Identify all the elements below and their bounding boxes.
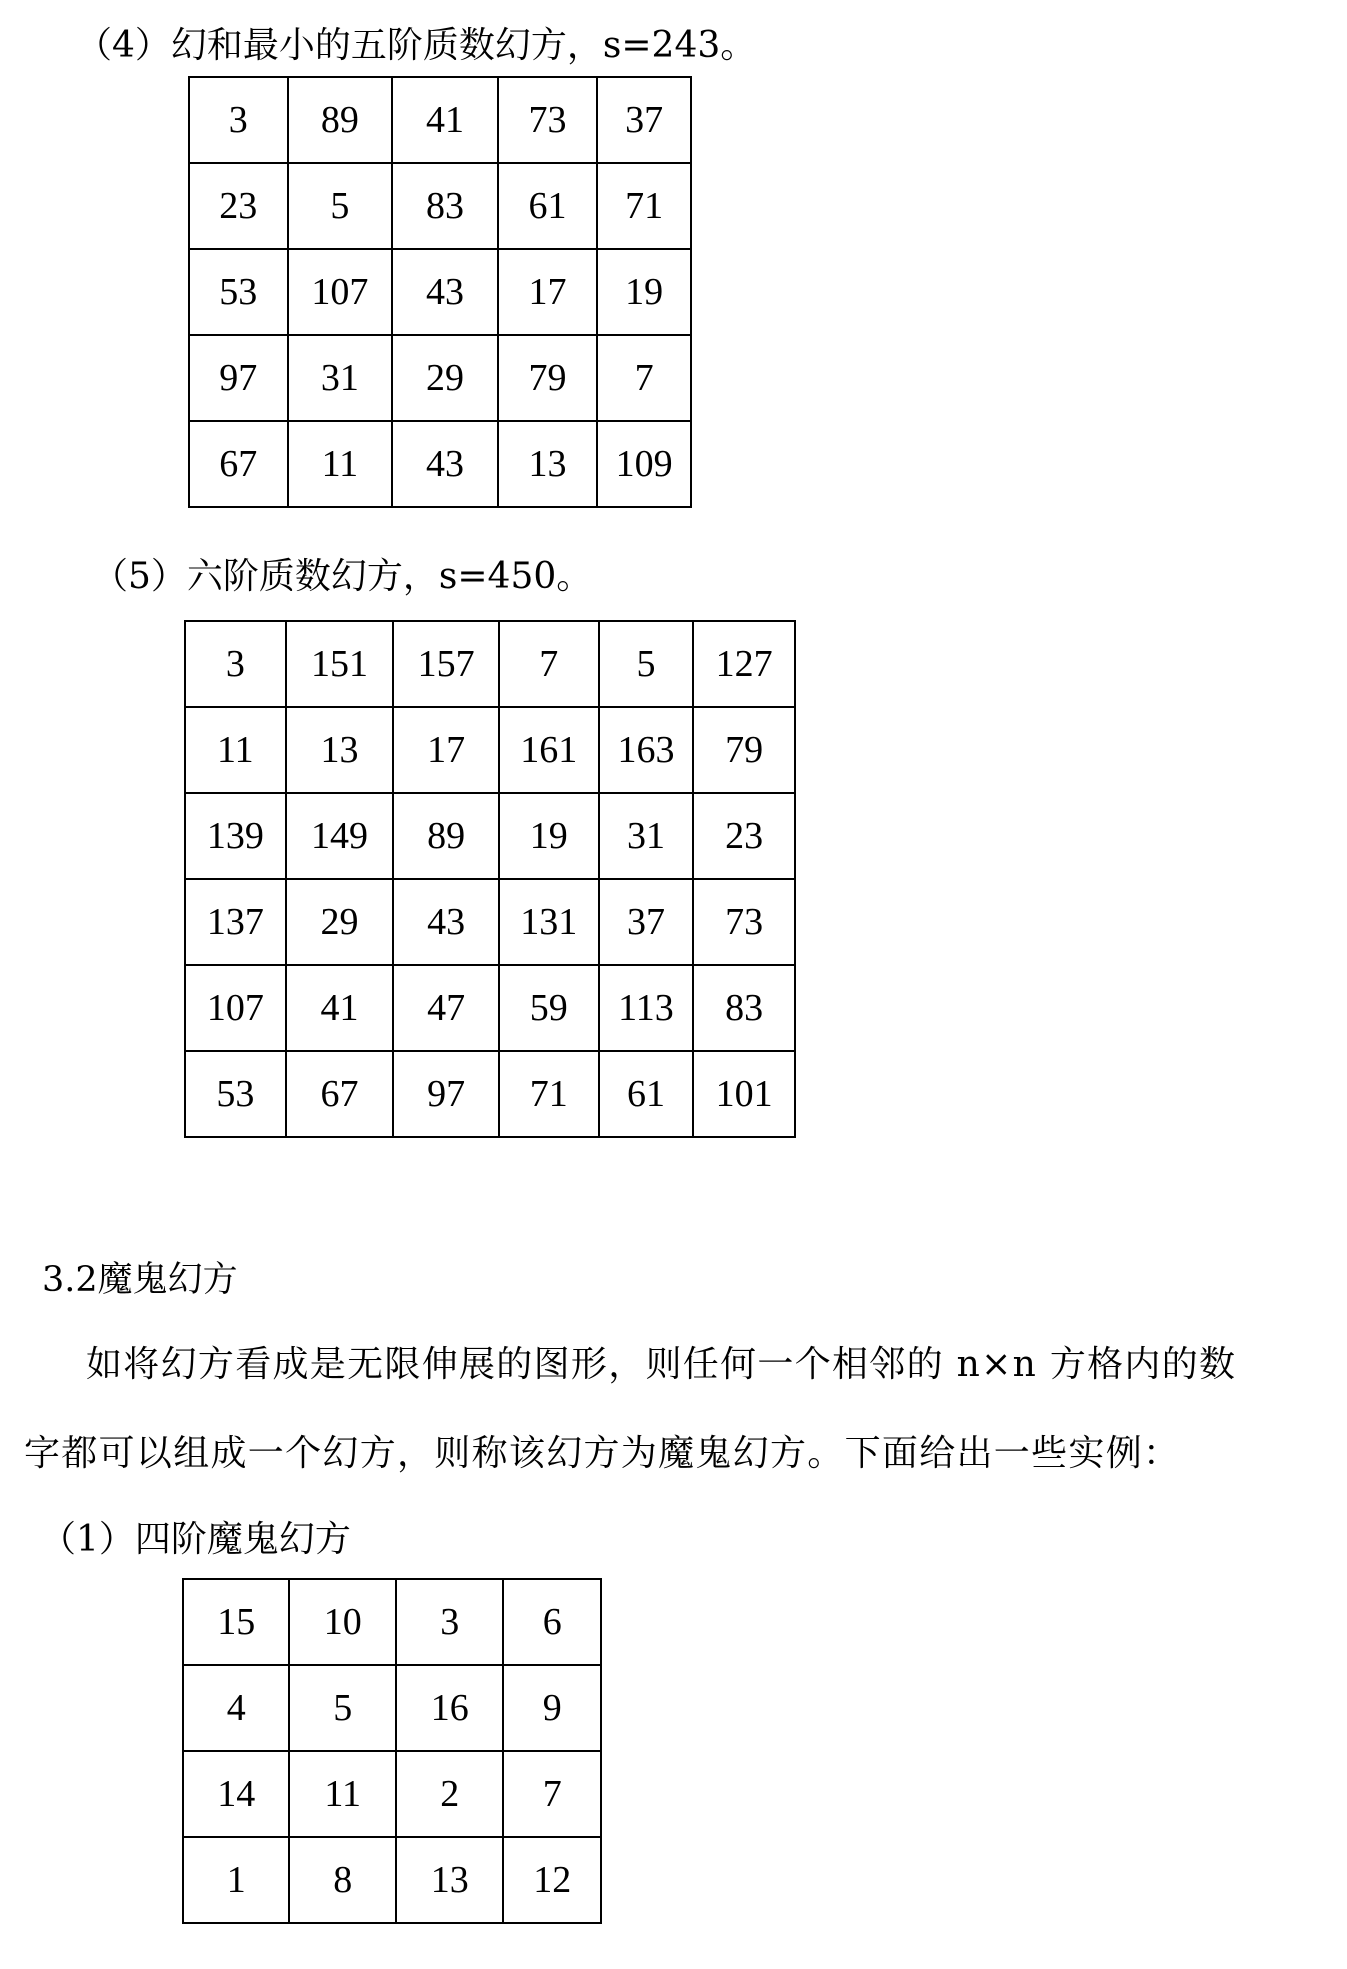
table-cell: 43 bbox=[392, 249, 498, 335]
table-cell: 8 bbox=[289, 1837, 395, 1923]
table-cell: 11 bbox=[289, 1751, 395, 1837]
table-cell: 43 bbox=[392, 421, 498, 507]
table-row bbox=[189, 163, 691, 249]
table-cell: 1 bbox=[183, 1837, 289, 1923]
paragraph-line-2: 字都可以组成一个幻方，则称该幻方为魔鬼幻方。下面给出一些实例： bbox=[24, 1433, 1181, 1474]
table-cell: 47 bbox=[393, 965, 499, 1051]
table-cell: 41 bbox=[392, 77, 498, 163]
table-cell: 107 bbox=[288, 249, 393, 335]
subsection-1-heading: （1）四阶魔鬼幻方 bbox=[40, 1519, 351, 1560]
table-cell: 17 bbox=[393, 707, 499, 793]
table-cell: 13 bbox=[286, 707, 394, 793]
table-cell: 5 bbox=[599, 621, 694, 707]
table-cell: 9 bbox=[503, 1665, 601, 1751]
table-cell: 29 bbox=[392, 335, 498, 421]
table-cell: 29 bbox=[286, 879, 394, 965]
table-cell: 15 bbox=[183, 1579, 289, 1665]
table-cell: 67 bbox=[286, 1051, 394, 1137]
table-cell: 137 bbox=[185, 879, 286, 965]
table-cell: 3 bbox=[185, 621, 286, 707]
table-row bbox=[185, 879, 795, 965]
table-row bbox=[189, 335, 691, 421]
table-cell: 53 bbox=[185, 1051, 286, 1137]
table-cell: 6 bbox=[503, 1579, 601, 1665]
table-cell: 71 bbox=[499, 1051, 599, 1137]
table-cell: 83 bbox=[693, 965, 795, 1051]
table-cell: 13 bbox=[498, 421, 598, 507]
paragraph-line-1: 如将幻方看成是无限伸展的图形，则任何一个相邻的 n×n 方格内的数 bbox=[86, 1344, 1237, 1385]
table-cell: 89 bbox=[393, 793, 499, 879]
table-cell: 161 bbox=[499, 707, 599, 793]
table-cell: 13 bbox=[396, 1837, 503, 1923]
table-cell: 3 bbox=[396, 1579, 503, 1665]
table-cell: 19 bbox=[597, 249, 691, 335]
table-cell: 107 bbox=[185, 965, 286, 1051]
section-4-heading: （4）幻和最小的五阶质数幻方，s=243。 bbox=[76, 25, 757, 66]
table-cell: 127 bbox=[693, 621, 795, 707]
table-cell: 37 bbox=[599, 879, 694, 965]
table-cell: 113 bbox=[599, 965, 694, 1051]
table-cell: 101 bbox=[693, 1051, 795, 1137]
table-cell: 2 bbox=[396, 1751, 503, 1837]
table-row bbox=[185, 793, 795, 879]
section-5-heading: （5）六阶质数幻方，s=450。 bbox=[92, 556, 593, 597]
table-cell: 14 bbox=[183, 1751, 289, 1837]
table-row bbox=[185, 965, 795, 1051]
table-cell: 139 bbox=[185, 793, 286, 879]
table-cell: 97 bbox=[393, 1051, 499, 1137]
prime-magic-square-6x6 bbox=[184, 620, 796, 1138]
table-row bbox=[185, 707, 795, 793]
table-cell: 3 bbox=[189, 77, 288, 163]
table-cell: 151 bbox=[286, 621, 394, 707]
table-cell: 61 bbox=[498, 163, 598, 249]
table-cell: 7 bbox=[597, 335, 691, 421]
table-cell: 109 bbox=[597, 421, 691, 507]
table-cell: 4 bbox=[183, 1665, 289, 1751]
table-cell: 37 bbox=[597, 77, 691, 163]
table-cell: 31 bbox=[599, 793, 694, 879]
table-cell: 149 bbox=[286, 793, 394, 879]
table-cell: 53 bbox=[189, 249, 288, 335]
table-cell: 43 bbox=[393, 879, 499, 965]
table-cell: 23 bbox=[189, 163, 288, 249]
table-row bbox=[189, 77, 691, 163]
section-3-2-title: 3.2魔鬼幻方 bbox=[42, 1260, 238, 1300]
table-cell: 19 bbox=[499, 793, 599, 879]
table-row bbox=[185, 1051, 795, 1137]
table-row bbox=[183, 1665, 601, 1751]
table-cell: 83 bbox=[392, 163, 498, 249]
table-cell: 5 bbox=[288, 163, 393, 249]
prime-magic-square-5x5 bbox=[188, 76, 692, 508]
table-cell: 11 bbox=[185, 707, 286, 793]
table-row bbox=[189, 249, 691, 335]
table-cell: 17 bbox=[498, 249, 598, 335]
table-cell: 71 bbox=[597, 163, 691, 249]
table-cell: 5 bbox=[289, 1665, 395, 1751]
table-cell: 7 bbox=[499, 621, 599, 707]
pandiagonal-magic-square-4x4 bbox=[182, 1578, 602, 1924]
table-cell: 23 bbox=[693, 793, 795, 879]
table-row bbox=[185, 621, 795, 707]
table-row bbox=[183, 1837, 601, 1923]
table-cell: 131 bbox=[499, 879, 599, 965]
table-row bbox=[183, 1579, 601, 1665]
table-cell: 7 bbox=[503, 1751, 601, 1837]
table-cell: 79 bbox=[498, 335, 598, 421]
table-row bbox=[183, 1751, 601, 1837]
table-cell: 41 bbox=[286, 965, 394, 1051]
table-row bbox=[189, 421, 691, 507]
table-cell: 73 bbox=[498, 77, 598, 163]
table-cell: 11 bbox=[288, 421, 393, 507]
table-cell: 97 bbox=[189, 335, 288, 421]
table-cell: 89 bbox=[288, 77, 393, 163]
table-cell: 163 bbox=[599, 707, 694, 793]
table-cell: 67 bbox=[189, 421, 288, 507]
table-cell: 157 bbox=[393, 621, 499, 707]
table-cell: 79 bbox=[693, 707, 795, 793]
table-cell: 59 bbox=[499, 965, 599, 1051]
table-cell: 12 bbox=[503, 1837, 601, 1923]
table-cell: 61 bbox=[599, 1051, 694, 1137]
table-cell: 31 bbox=[288, 335, 393, 421]
table-cell: 16 bbox=[396, 1665, 503, 1751]
table-cell: 10 bbox=[289, 1579, 395, 1665]
table-cell: 73 bbox=[693, 879, 795, 965]
